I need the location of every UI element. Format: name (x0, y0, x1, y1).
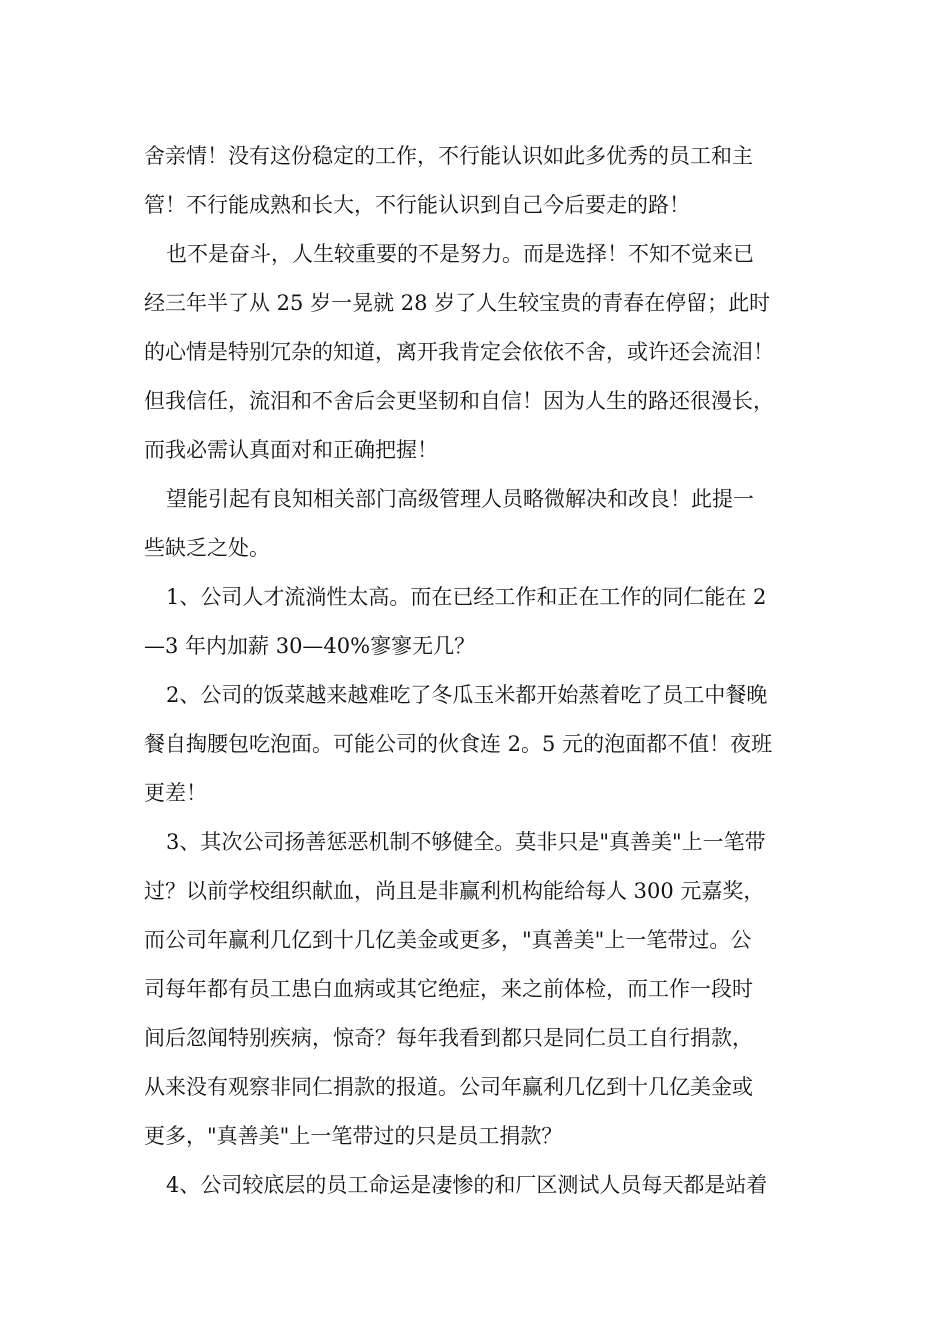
text-line: 餐自掏腰包吃泡面。可能公司的伙食连 2。5 元的泡面都不值！夜班 (144, 732, 773, 756)
text-line: 司每年都有员工患白血病或其它绝症，来之前体检，而工作一段时 (144, 977, 753, 1001)
text-line: 但我信任，流泪和不舍后会更坚韧和自信！因为人生的路还很漫长， (144, 389, 774, 413)
text-line: 而公司年赢利几亿到十几亿美金或更多，"真善美"上一笔带过。公 (144, 928, 752, 952)
text-line: 过？以前学校组织献血，尚且是非赢利机构能给每人 300 元嘉奖， (144, 879, 765, 903)
text-line: —3 年内加薪 30—40%寥寥无几？ (144, 634, 476, 658)
text-line: 间后忽闻特别疾病，惊奇？每年我看到都只是同仁员工自行捐款， (144, 1026, 753, 1050)
text-line: 舍亲情！没有这份稳定的工作，不行能认识如此多优秀的员工和主 (144, 144, 753, 168)
text-line: 1、公司人才流淌性太高。而在已经工作和正在工作的同仁能在 2 (166, 585, 767, 609)
text-line: 些缺乏之处。 (144, 536, 270, 560)
text-line: 从来没有观察非同仁捐款的报道。公司年赢利几亿到十几亿美金或 (144, 1075, 753, 1099)
text-line: 更差！ (144, 781, 207, 805)
text-line: 4、公司较底层的员工命运是凄惨的和厂区测试人员每天都是站着 (166, 1173, 768, 1197)
text-line: 2、公司的饭菜越来越难吃了冬瓜玉米都开始蒸着吃了员工中餐晚 (166, 683, 768, 707)
text-line: 管！不行能成熟和长大，不行能认识到自己今后要走的路！ (144, 193, 690, 217)
document-body (144, 132, 824, 1210)
text-line: 也不是奋斗，人生较重要的不是努力。而是选择！不知不觉来已 (166, 242, 754, 266)
text-line: 3、其次公司扬善惩恶机制不够健全。莫非只是"真善美"上一笔带 (166, 830, 766, 854)
text-line: 而我必需认真面对和正确把握！ (144, 438, 438, 462)
text-line: 的心情是特别冗杂的知道，离开我肯定会依依不舍，或许还会流泪！ (144, 340, 774, 364)
text-line: 望能引起有良知相关部门高级管理人员略微解决和改良！此提一 (166, 487, 754, 511)
text-line: 经三年半了从 25 岁一晃就 28 岁了人生较宝贵的青春在停留；此时 (144, 291, 771, 315)
text-line: 更多，"真善美"上一笔带过的只是员工捐款？ (144, 1124, 563, 1148)
